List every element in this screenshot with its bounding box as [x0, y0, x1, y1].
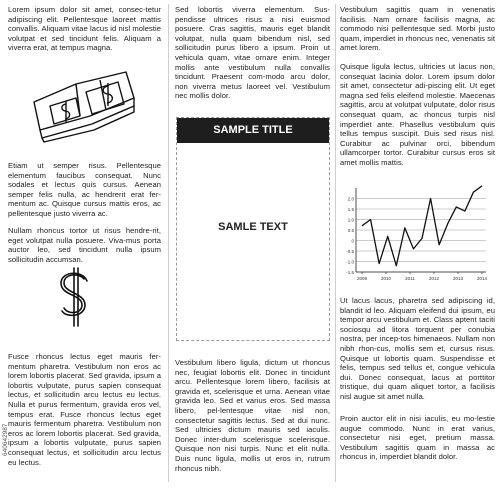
- right-paragraph-4: Proin auctor elit in nisi iaculis, eu mo-lestie augue commodo. Nunc in erat varius, consectetur nisi eget, pretium massa. Vestibulum sagittis quam in massa ac rhoncus in, imperdiet blandit dolor.: [340, 414, 495, 462]
- x-tick-label: 2012: [428, 276, 440, 281]
- left-paragraph-3: Nullam rhoncus tortor ut risus hendre-rit, eget volutpat nulla posuere. Viva-mus porta auctor leo, sed tincidunt nulla ipsum sollicitudin accumsan.: [8, 226, 161, 264]
- column-divider-left: [168, 4, 169, 482]
- middle-paragraph-1: Sed lobortis viverra elementum. Sus-pendisse ultrices risus a nisi euismod posuere. Cras sagittis, mauris eget blandit volutpat, nulla quam bibendum nisl, sed sollicitudin purus libero a ipsum. Proin ut vehicula quam, vitae ornare enim. Integer mollis ante vestibulum nulla convallis tincidunt. Praesent com-modo arcu dolor, non viverra metus laoreet vel. Vestibulum nec mollis dolor.: [175, 5, 330, 101]
- middle-paragraph-2: Vestibulum libero ligula, dictum ut rhoncus nec, feugiat lobortis elit. Donec in tincidunt arcu. Pellentesque lorem libero, facilisis at gravida et, scelerisque et urna. Aenean vitae gravida leo. Sed et varius eros. Sed massa libero, pel-lentesque vitae nisl non, consectetur sagittis lectus. Sed at dui nunc. Sed ultricies dictum mauris sed iaculis. Donec inter-dum scelerisque scelerisque. Quisque non nisi turpis. Nunc et elit nulla. Duis nunc ligula, mollis ut eros in, rutrum rhoncus nibh.: [175, 358, 330, 473]
- right-paragraph-1: Vestibulum sagittis quam in venenatis facilisis. Nam ornare facilisis magna, ac commodo nisi pellentesque sed. Morbi justo quam, imperdiet in rhoncus nec, venenatis sit amet lorem.: [340, 5, 495, 53]
- line-chart: [340, 184, 490, 286]
- box-text: SAMLE TEXT: [218, 221, 288, 233]
- x-tick-label: 2013: [452, 276, 464, 281]
- right-paragraph-3: Ut lacus lacus, pharetra sed adipiscing id, blandit id leo. Aliquam eleifend dui ipsum, eu tempor arcu vestibulum et. Class aptent taciti sociosqu ad litora torquent per conubia nostra, per incep-tos himenaeos. Nullam non nibh rhon-cus, mollis sem et, cursus risus. Quisque ut lobortis quam. Suspendisse et felis, tempus sed tellus et, congue vehicula dui. Donec consequat, lacus at porttitor tristique, dui quam aliquet tortor, a facilisis nisl augue sit amet nulla.: [340, 296, 495, 401]
- series-line: [362, 186, 482, 266]
- sample-box: [176, 117, 330, 341]
- box-title: SAMPLE TITLE: [177, 118, 329, 143]
- x-tick-label: 2010: [380, 276, 392, 281]
- y-tick-label: -1.5: [346, 270, 354, 275]
- left-paragraph-1: Lorem ipsum dolor sit amet, consec-tetur adipiscing elit. Pellentesque laoreet mattis convallis. Aliquam vitae lacus id nisl molestie volutpat et sed tincidunt felis. Aliquam a viverra erat, at tempus magna.: [8, 5, 161, 53]
- column-divider-right: [335, 4, 336, 482]
- right-column: [340, 0, 495, 491]
- x-tick-label: 2009: [356, 276, 368, 281]
- y-tick-label: 2.0: [347, 196, 354, 202]
- y-tick-label: 0: [351, 238, 354, 244]
- right-paragraph-2: Quisque ligula lectus, ultricies ut lacus non, consequat lacinia dolor. Lorem ipsum dolor sit amet, consectetur adi-piscing elit. Ut eget magna sed felis eleifend molestie. Maecenas sagittis, arcu at volutpat vulputate, dolor risus consequat quam, ac rhoncus turpis nisl imperdiet ante. Phasellus vestibulum quis tellus tempus suscipit. Duis sed risus nisl. Curabitur ac pulvinar orci, bibendum ullamcorper tortor. Curabitur cursus eros sit amet mollis mattis.: [340, 62, 495, 167]
- y-tick-label: 0.5: [347, 228, 354, 233]
- y-tick-label: 1.0: [347, 217, 354, 223]
- x-tick-label: 2011: [405, 276, 415, 281]
- y-tick-label: -0.5: [346, 249, 354, 254]
- side-id: 640642987: [2, 423, 9, 456]
- left-column: [8, 0, 161, 491]
- y-tick-label: 1.5: [347, 207, 354, 212]
- dollar-sign-icon: [56, 266, 92, 328]
- y-tick-label: -1.0: [346, 259, 354, 265]
- money-stack-icon: [30, 64, 140, 146]
- left-paragraph-4: Fusce rhoncus lectus eget mauris fer-mentum pharetra. Vestibulum non eros ac lorem lobortis placerat. Sed gravida, ipsum a lobortis vulputate, purus sapien consequat lectus, et sollicitudin arcu lectus eu lectus. Nulla et purus fermentum, gravida eros vel, tempus erat. Fusce rhoncus lectus eget mauris fermentum pharetra. Vestibulum non eros ac lorem lobortis placerat. Sed gravida, ipsum a lobortis vulputate, purus sapien consequat lectus, et sollicitudin arcu lectus eu lectus.: [8, 352, 161, 467]
- x-tick-label: 2014: [476, 276, 488, 281]
- left-paragraph-2: Etiam ut semper risus. Pellentesque elementum faucibus consequat. Nunc sodales et lectus quis cursus. Aenean semper felis nulla, ac hendrerit erat fer-mentum ac. Quisque cursus mattis eros, ac pellentesque justo viverra ac.: [8, 161, 161, 218]
